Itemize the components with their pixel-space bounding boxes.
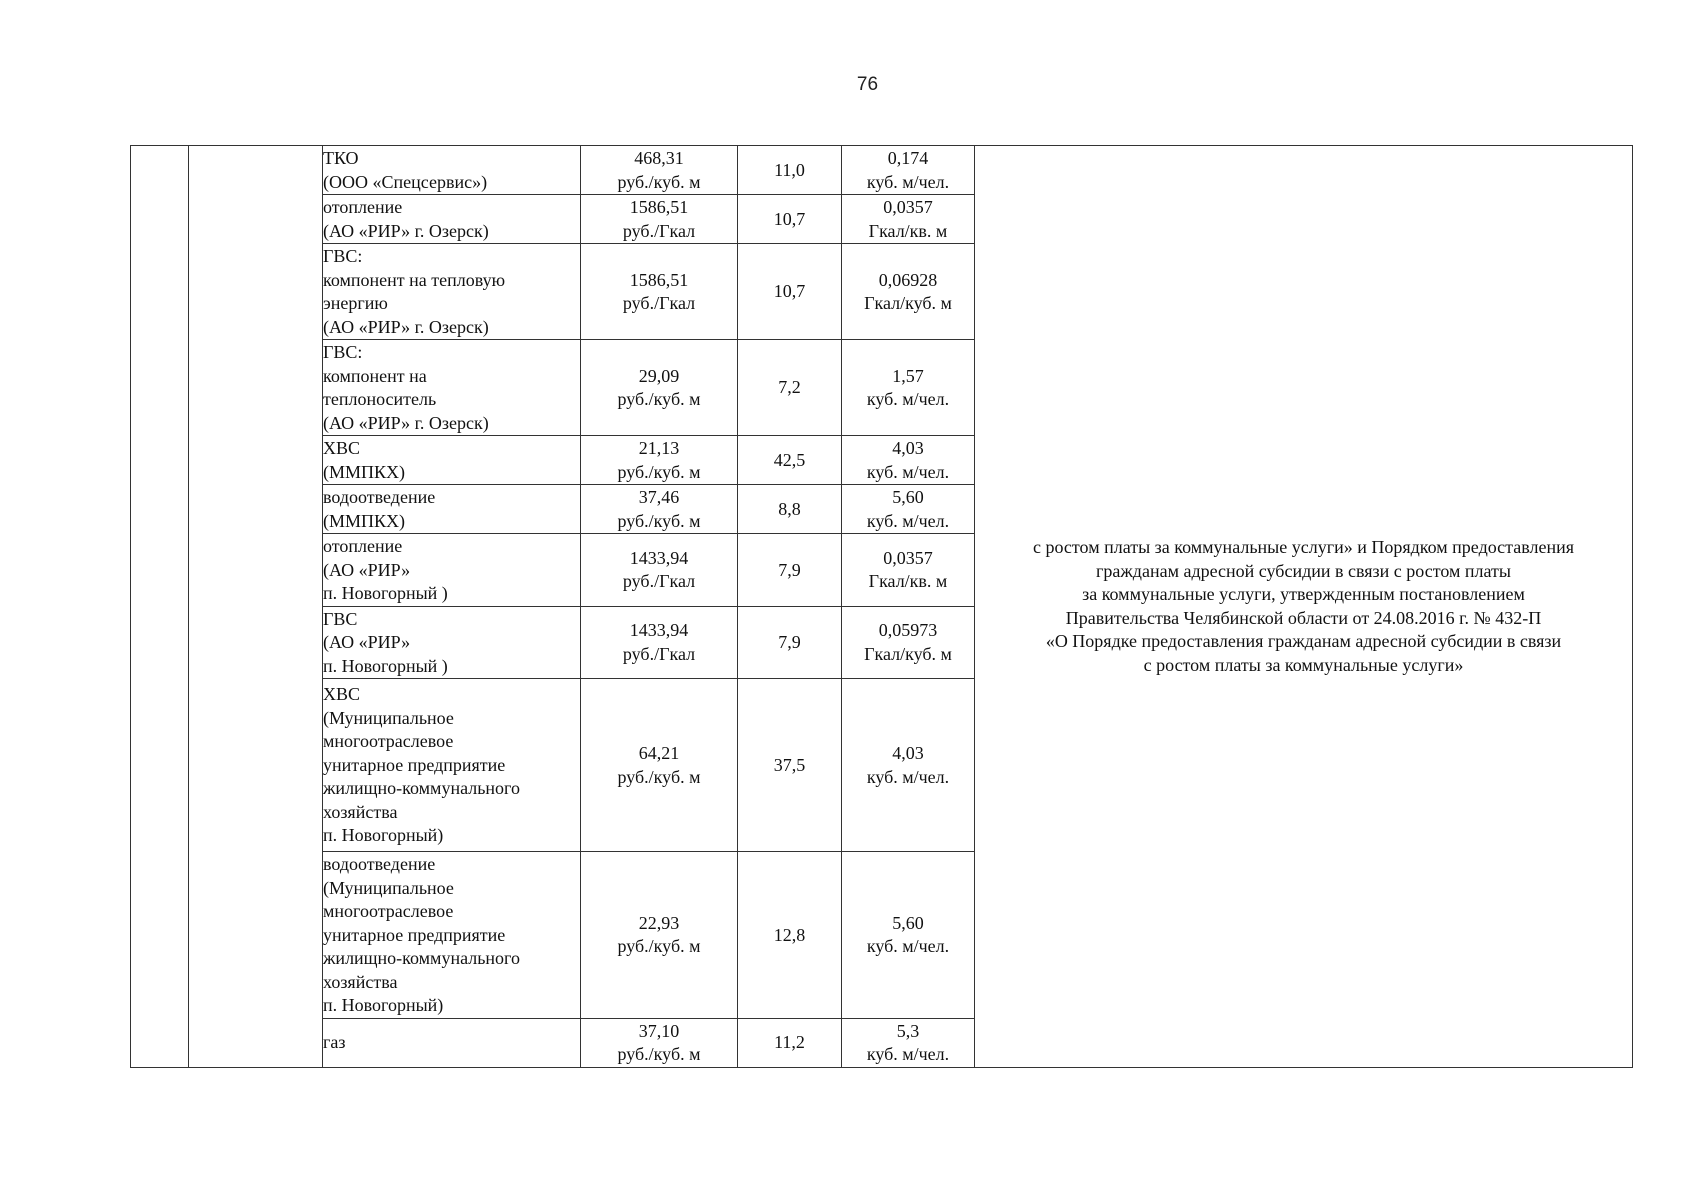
service-name-cell-line: хозяйства: [323, 801, 398, 822]
service-name-cell-line: многоотраслевое: [323, 731, 454, 752]
service-name-cell: [323, 340, 581, 436]
service-name-cell-line: газ: [323, 1032, 346, 1053]
legal-note-cell: [975, 146, 1633, 1068]
tariff-cell: [581, 244, 738, 340]
norm-cell: [842, 852, 975, 1019]
share-cell: 7,9: [738, 534, 842, 607]
legal-note-cell-line: «О Порядке предоставления гражданам адресной субсидии в связи: [1045, 631, 1562, 652]
service-name-cell-line: отопление: [323, 197, 403, 217]
norm-cell-line: Гкал/кв. м: [868, 571, 948, 592]
page-number: 76: [856, 74, 879, 95]
tariff-cell-line: 21,13: [638, 438, 680, 458]
tariff-cell: [581, 340, 738, 436]
tariff-cell-line: руб./Гкал: [622, 220, 696, 241]
share-cell: 42,5: [738, 436, 842, 485]
tariff-cell-line: руб./Гкал: [622, 293, 696, 313]
service-name-cell-line: компонент на тепловую: [323, 269, 506, 290]
share-cell: 12,8: [738, 852, 842, 1019]
number-cell: [131, 146, 189, 1068]
service-name-cell-line: (ММПКХ): [323, 461, 406, 482]
tariff-cell: [581, 679, 738, 852]
legal-note-cell-line: Правительства Челябинской области от 24.08.2016 г. № 432-П: [1065, 607, 1542, 628]
service-name-cell: [323, 1018, 581, 1067]
service-name-cell-line: ТКО: [323, 148, 359, 168]
service-name-cell-line: п. Новогорный): [323, 995, 444, 1015]
tariff-table: [130, 145, 1633, 1068]
norm-cell-line: 5,60: [892, 912, 924, 933]
norm-cell-line: 0,0357: [883, 547, 933, 568]
service-name-cell: [323, 436, 581, 485]
tariff-cell-line: руб./Гкал: [622, 643, 696, 664]
norm-cell: [842, 436, 975, 485]
service-name-cell-line: (Муниципальное: [323, 707, 454, 728]
norm-cell-line: Гкал/куб. м: [864, 643, 952, 664]
tariff-cell-line: руб./куб. м: [617, 1044, 701, 1064]
norm-cell-line: куб. м/чел.: [866, 461, 950, 482]
legal-note-cell-line: с ростом платы за коммунальные услуги»: [1143, 654, 1464, 675]
service-name-cell-line: унитарное предприятие: [323, 924, 506, 945]
tariff-cell-line: 64,21: [638, 743, 680, 763]
norm-cell-line: 0,0357: [883, 197, 933, 217]
norm-cell-line: куб. м/чел.: [866, 171, 950, 192]
tariff-cell-line: 1433,94: [629, 547, 689, 568]
tariff-cell-line: 1433,94: [629, 620, 689, 641]
norm-cell-line: 0,05973: [878, 620, 938, 641]
table-row: [131, 146, 1633, 195]
service-name-cell: [323, 244, 581, 340]
norm-cell: [842, 606, 975, 679]
tariff-cell: [581, 852, 738, 1019]
service-name-cell-line: п. Новогорный ): [323, 583, 448, 603]
norm-cell-line: куб. м/чел.: [866, 510, 950, 531]
service-name-cell-line: (Муниципальное: [323, 877, 454, 898]
service-name-cell-line: (АО «РИР» г. Озерск): [323, 220, 489, 241]
norm-cell-line: 4,03: [892, 743, 924, 763]
service-name-cell-line: хозяйства: [323, 971, 398, 992]
legal-note-cell-line: с ростом платы за коммунальные услуги» и Порядком предоставления: [1032, 537, 1575, 558]
service-name-cell: [323, 852, 581, 1019]
tariff-cell: [581, 1018, 738, 1067]
norm-cell-line: куб. м/чел.: [866, 389, 950, 409]
tariff-cell: [581, 146, 738, 195]
tariff-cell-line: 468,31: [634, 148, 684, 168]
norm-cell-line: Гкал/кв. м: [868, 220, 948, 241]
service-name-cell: [323, 146, 581, 195]
norm-cell: [842, 485, 975, 534]
norm-cell: [842, 534, 975, 607]
norm-cell-line: 1,57: [892, 365, 924, 386]
service-name-cell-line: (АО «РИР» г. Озерск): [323, 412, 489, 433]
legal-note-cell-line: гражданам адресной субсидии в связи с ростом платы: [1095, 560, 1511, 581]
norm-cell-line: куб. м/чел.: [866, 766, 950, 787]
service-name-cell-line: ХВС: [323, 684, 361, 705]
service-name-cell-line: (АО «РИР»: [323, 559, 411, 580]
service-name-cell-line: компонент на: [323, 365, 427, 386]
tariff-cell-line: руб./Гкал: [622, 571, 696, 592]
legal-note-cell-line: за коммунальные услуги, утвержденным постановлением: [1082, 584, 1525, 605]
tariff-cell-line: руб./куб. м: [617, 171, 701, 192]
service-name-cell-line: ГВС: [323, 608, 358, 629]
share-cell: 37,5: [738, 679, 842, 852]
service-name-cell-line: ХВС: [323, 438, 361, 458]
service-name-cell: [323, 485, 581, 534]
tariff-cell: [581, 436, 738, 485]
service-name-cell-line: унитарное предприятие: [323, 754, 506, 775]
share-cell: 11,0: [738, 146, 842, 195]
share-cell: 11,2: [738, 1018, 842, 1067]
tariff-cell: [581, 606, 738, 679]
service-name-cell-line: п. Новогорный): [323, 825, 444, 846]
service-name-cell-line: (АО «РИР»: [323, 632, 411, 652]
tariff-cell: [581, 534, 738, 607]
norm-cell: [842, 340, 975, 436]
norm-cell-line: 0,06928: [878, 269, 938, 290]
share-cell: 8,8: [738, 485, 842, 534]
service-name-cell-line: отопление: [323, 536, 403, 556]
service-name-cell-line: многоотраслевое: [323, 901, 454, 921]
service-name-cell-line: водоотведение: [323, 854, 436, 874]
service-name-cell-line: теплоноситель: [323, 389, 437, 409]
municipality-cell: [189, 146, 323, 1068]
tariff-cell-line: 29,09: [638, 365, 680, 386]
share-cell: 10,7: [738, 244, 842, 340]
service-name-cell-line: п. Новогорный ): [323, 655, 448, 676]
norm-cell: [842, 195, 975, 244]
service-name-cell: [323, 195, 581, 244]
tariff-cell-line: руб./куб. м: [617, 766, 701, 787]
norm-cell-line: Гкал/куб. м: [864, 293, 952, 313]
norm-cell: [842, 244, 975, 340]
norm-cell: [842, 679, 975, 852]
tariff-cell-line: 1586,51: [629, 197, 689, 217]
service-name-cell-line: энергию: [323, 293, 388, 313]
tariff-cell-line: руб./куб. м: [617, 389, 701, 409]
service-name-cell-line: (ММПКХ): [323, 510, 406, 531]
service-name-cell: [323, 679, 581, 852]
norm-cell-line: куб. м/чел.: [866, 936, 950, 957]
tariff-cell: [581, 195, 738, 244]
tariff-cell: [581, 485, 738, 534]
norm-cell-line: 5,3: [896, 1020, 920, 1041]
tariff-cell-line: руб./куб. м: [617, 936, 701, 957]
norm-cell-line: 0,174: [887, 148, 929, 168]
tariff-cell-line: 37,10: [638, 1020, 680, 1041]
norm-cell-line: 5,60: [892, 487, 924, 507]
share-cell: 10,7: [738, 195, 842, 244]
service-name-cell-line: жилищно-коммунального: [323, 778, 520, 799]
service-name-cell-line: ГВС:: [323, 246, 363, 266]
service-name-cell-line: ГВС:: [323, 342, 363, 362]
share-cell: 7,9: [738, 606, 842, 679]
share-cell: 7,2: [738, 340, 842, 436]
service-name-cell-line: (ООО «Спецсервис»): [323, 171, 488, 192]
tariff-cell-line: 1586,51: [629, 269, 689, 290]
service-name-cell-line: водоотведение: [323, 487, 436, 507]
norm-cell: [842, 1018, 975, 1067]
tariff-cell-line: руб./куб. м: [617, 461, 701, 482]
tariff-cell-line: 37,46: [638, 487, 680, 507]
norm-cell: [842, 146, 975, 195]
service-name-cell-line: (АО «РИР» г. Озерск): [323, 316, 489, 337]
norm-cell-line: 4,03: [892, 438, 924, 458]
service-name-cell: [323, 534, 581, 607]
norm-cell-line: куб. м/чел.: [866, 1044, 950, 1064]
tariff-cell-line: 22,93: [638, 912, 680, 933]
service-name-cell-line: жилищно-коммунального: [323, 948, 520, 968]
service-name-cell: [323, 606, 581, 679]
tariff-cell-line: руб./куб. м: [617, 510, 701, 531]
